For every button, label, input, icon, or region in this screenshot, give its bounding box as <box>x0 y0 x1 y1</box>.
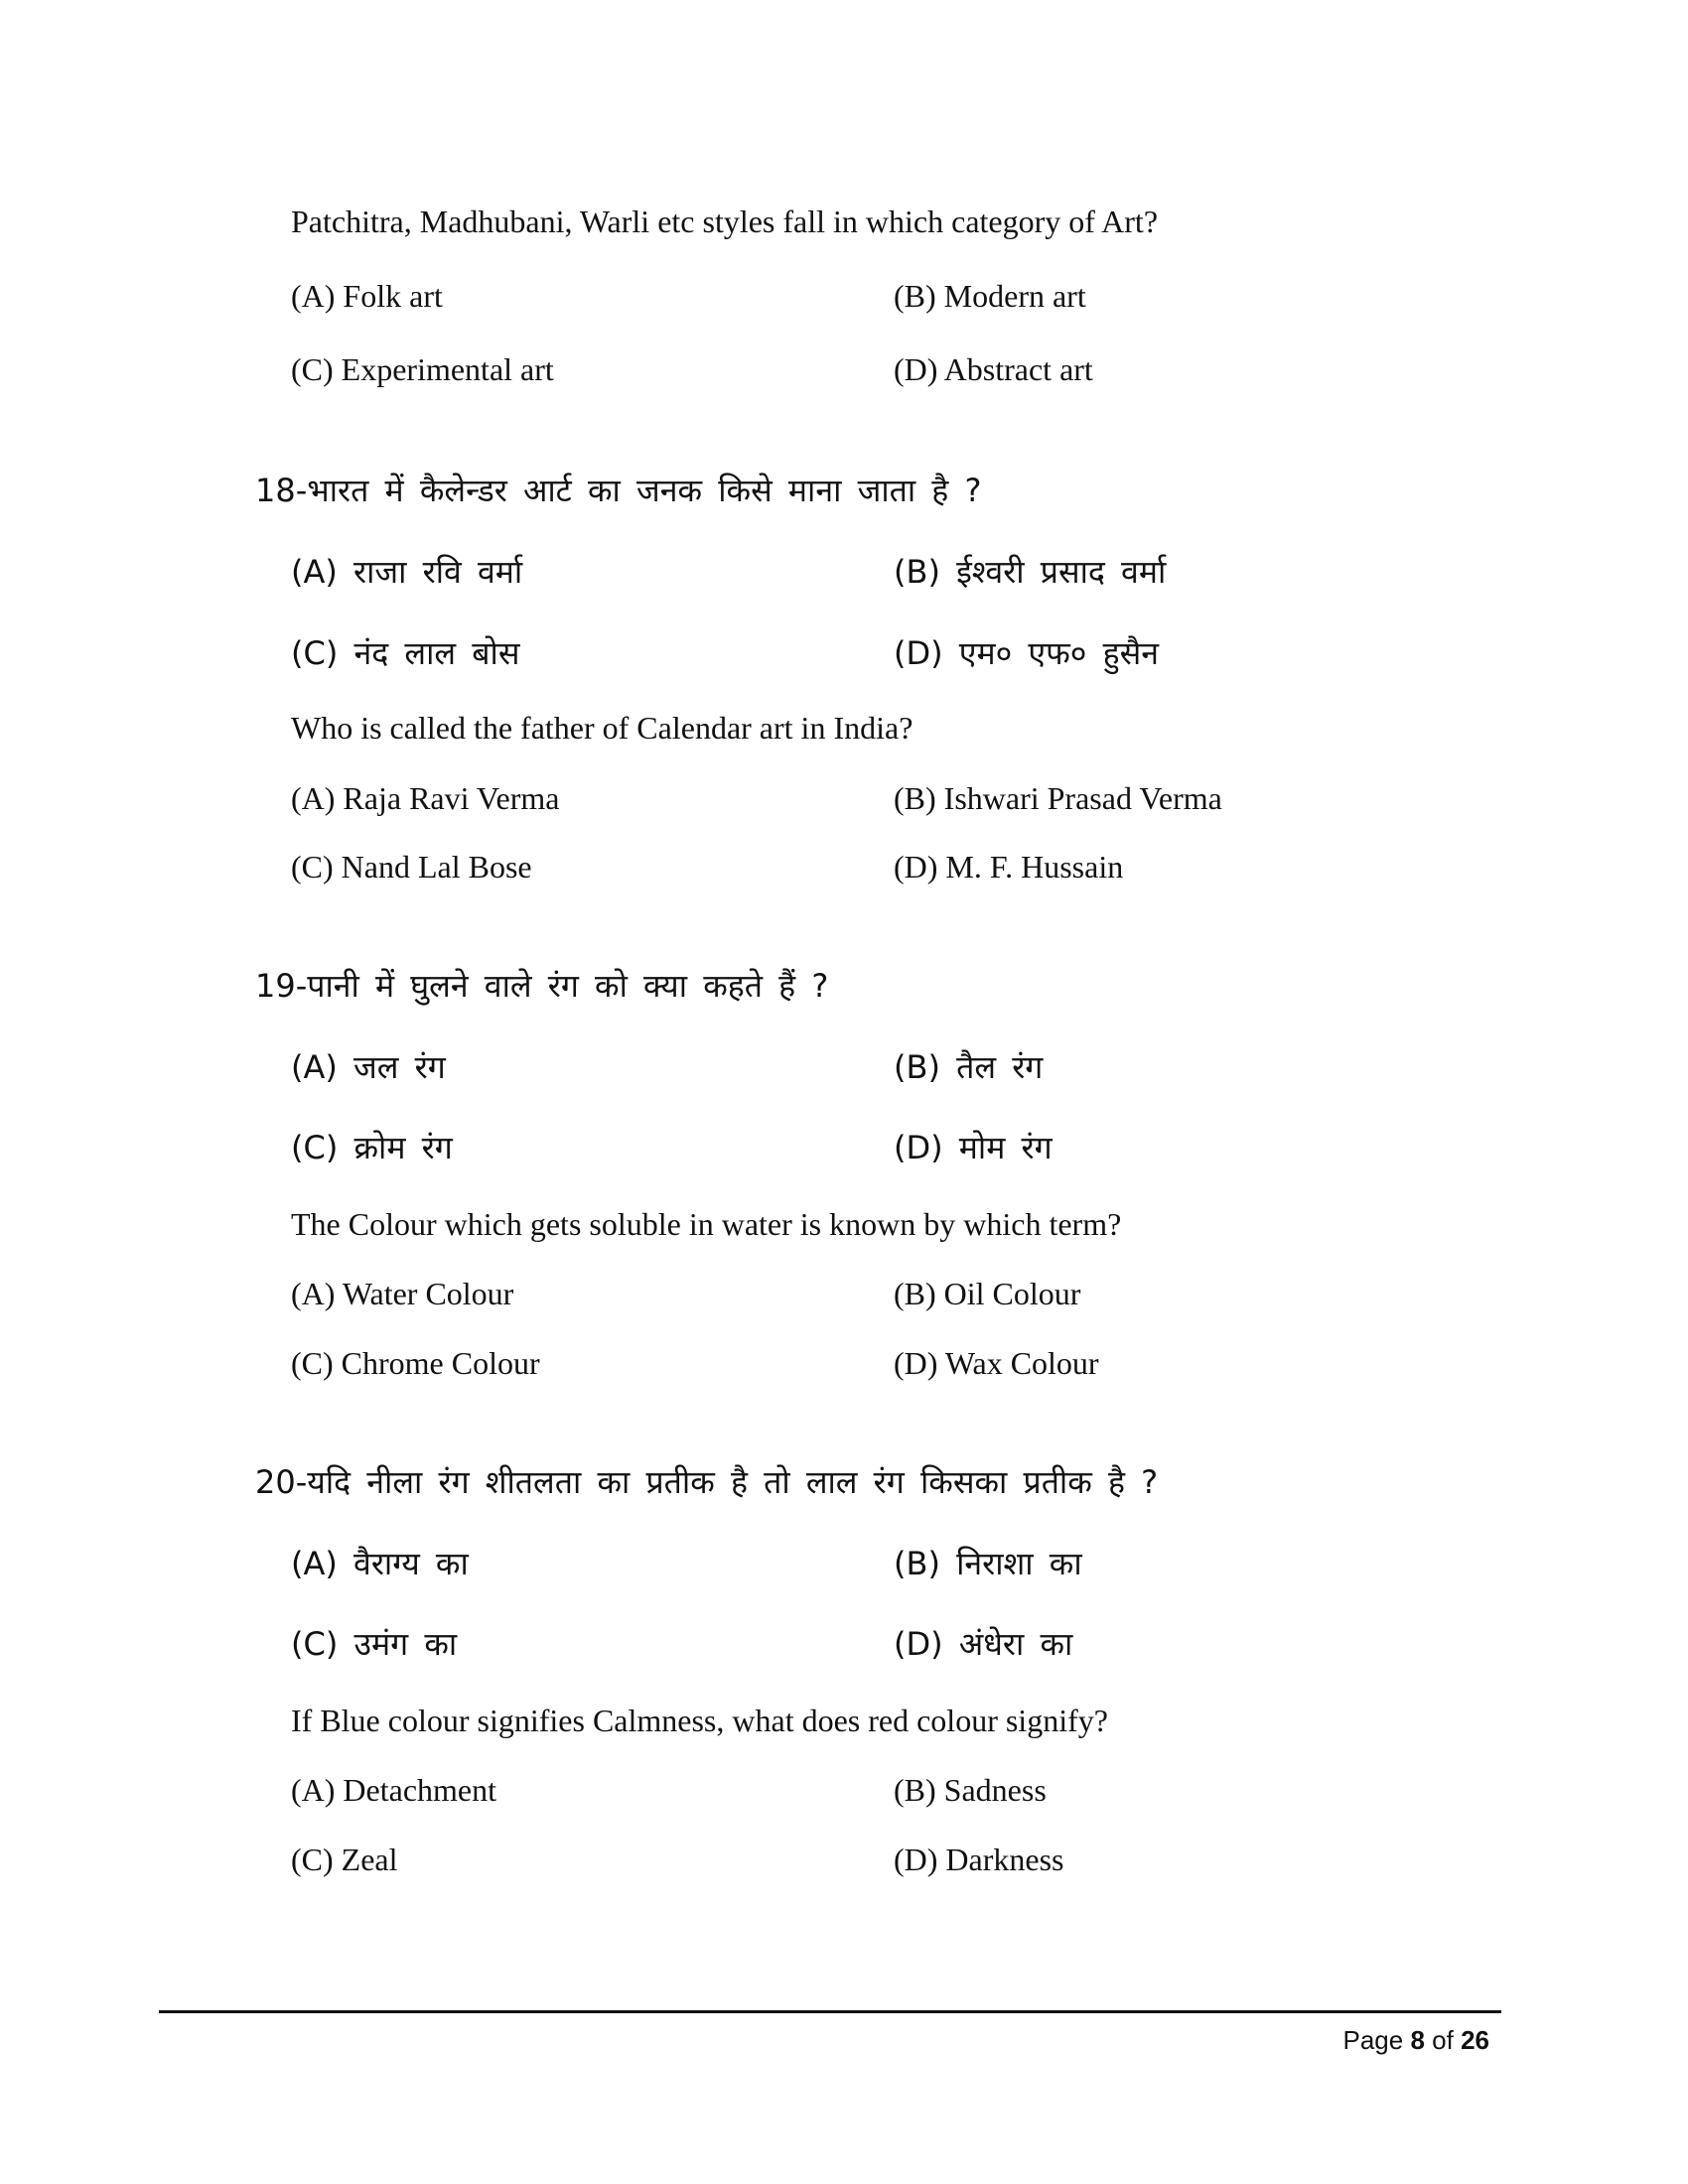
q18-english-option-a: (A) Raja Ravi Verma <box>291 780 560 816</box>
q20-hindi-option-b: (B) निराशा का <box>894 1545 1082 1582</box>
q20-english-option-d: (D) Darkness <box>894 1842 1064 1877</box>
q19-english-option-b: (B) Oil Colour <box>894 1276 1081 1311</box>
page-number: 8 <box>1410 2025 1425 2055</box>
q17-english-question: Patchitra, Madhubani, Warli etc styles fall in which category of Art? <box>291 204 1159 239</box>
q19-english-option-d: (D) Wax Colour <box>894 1345 1099 1381</box>
q20-english-option-a: (A) Detachment <box>291 1772 497 1808</box>
q20-hindi-question: 20-यदि नीला रंग शीतलता का प्रतीक है तो लाल रंग किसका प्रतीक है ? <box>255 1463 1159 1501</box>
q18-english-option-d: (D) M. F. Hussain <box>894 849 1124 885</box>
q17-english-option-a: (A) Folk art <box>291 278 443 314</box>
q19-hindi-option-c: (C) क्रोम रंग <box>291 1129 453 1166</box>
page-indicator <box>1342 2023 1489 2057</box>
q19-english-option-a: (A) Water Colour <box>291 1276 514 1311</box>
q20-hindi-option-d: (D) अंधेरा का <box>894 1625 1073 1663</box>
q18-english-question: Who is called the father of Calendar art in India? <box>291 710 914 746</box>
q18-hindi-option-d: (D) एम० एफ० हुसैन <box>894 634 1159 672</box>
q18-hindi-question: 18-भारत में कैलेन्डर आर्ट का जनक किसे माना जाता है ? <box>255 472 982 509</box>
q18-english-option-c: (C) Nand Lal Bose <box>291 849 532 885</box>
q20-english-question: If Blue colour signifies Calmness, what does red colour signify? <box>291 1703 1108 1738</box>
footer-divider <box>159 2010 1501 2013</box>
of-word: of <box>1432 2025 1454 2055</box>
q20-english-option-c: (C) Zeal <box>291 1842 398 1877</box>
q19-hindi-option-a: (A) जल रंग <box>291 1048 446 1086</box>
q17-english-option-c: (C) Experimental art <box>291 351 554 387</box>
q20-english-option-b: (B) Sadness <box>894 1772 1047 1808</box>
total-pages: 26 <box>1461 2025 1489 2055</box>
q19-hindi-option-d: (D) मोम रंग <box>894 1129 1053 1166</box>
q19-hindi-question: 19-पानी में घुलने वाले रंग को क्या कहते हैं ? <box>255 967 829 1005</box>
q20-hindi-option-c: (C) उमंग का <box>291 1625 458 1663</box>
q19-english-option-c: (C) Chrome Colour <box>291 1345 540 1381</box>
q18-hindi-option-a: (A) राजा रवि वर्मा <box>291 553 523 591</box>
q18-hindi-option-c: (C) नंद लाल बोस <box>291 634 520 672</box>
q17-english-option-b: (B) Modern art <box>894 278 1086 314</box>
q17-english-option-d: (D) Abstract art <box>894 351 1093 387</box>
q18-english-option-b: (B) Ishwari Prasad Verma <box>894 780 1222 816</box>
q18-hindi-option-b: (B) ईश्वरी प्रसाद वर्मा <box>894 553 1167 591</box>
q20-hindi-option-a: (A) वैराग्य का <box>291 1545 469 1582</box>
q19-english-question: The Colour which gets soluble in water is known by which term? <box>291 1206 1122 1242</box>
page-word: Page <box>1342 2025 1404 2055</box>
q19-hindi-option-b: (B) तैल रंग <box>894 1048 1044 1086</box>
